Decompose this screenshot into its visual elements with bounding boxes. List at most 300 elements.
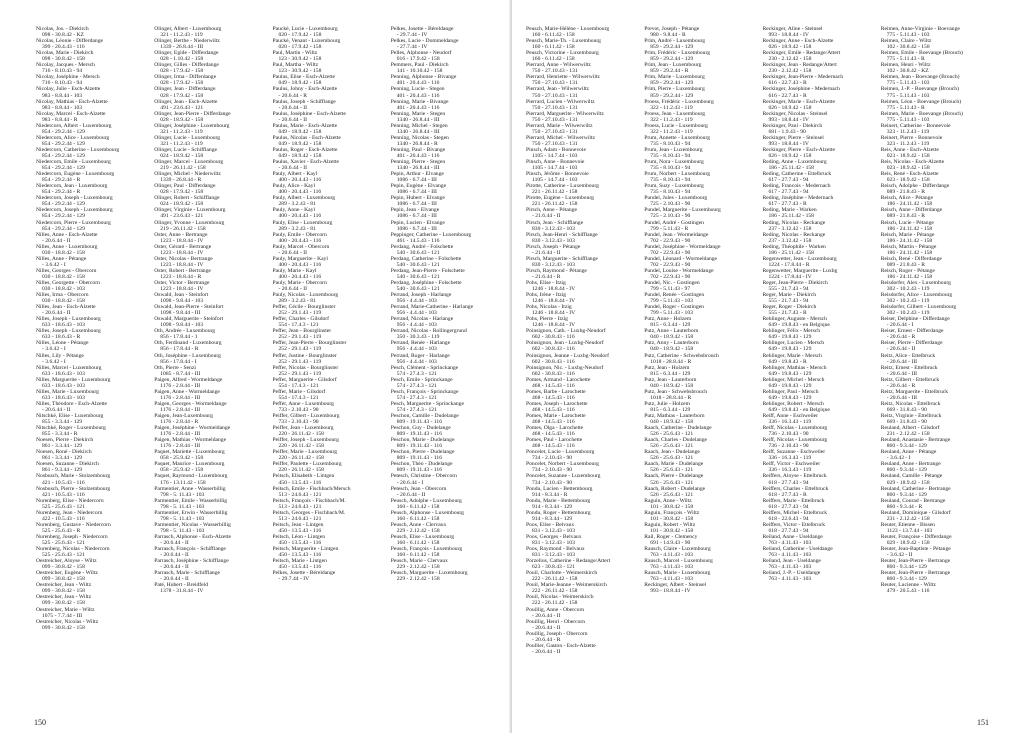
transport-details: 1018 - 28.8.44 - R — [650, 358, 692, 365]
person-name-place: Nitschké, Elise - Luxembourg — [36, 413, 104, 419]
transport-details: 230 - 2.12.42 - 158 — [768, 56, 812, 63]
person-name-place: Paquet, Raymond - Luxembourg — [154, 473, 228, 480]
transport-details: 574 - 27.4.3 - 121 — [396, 370, 437, 377]
person-name-place: Reiser, Delphine - Differdange — [880, 316, 950, 323]
list-item — [644, 558, 750, 570]
person-name-place: Olinger, Michel - Niederwiltz — [154, 171, 221, 178]
person-name-place: Reiffers, Aloyse - Ettelbruck — [762, 473, 827, 480]
person-name-place: Pouillig, Joseph - Obercorn — [526, 630, 588, 637]
person-name-place: Reinert, Pierre - Bonnevoie — [880, 134, 943, 141]
transport-details: - 20.6.44 - R — [886, 382, 916, 389]
list-item — [36, 99, 142, 111]
person-name-place: Reiser, Pierre - Differdange — [880, 340, 943, 347]
list-item — [154, 558, 260, 570]
person-name-place: Reiffers, Victor - Ettelbruck — [762, 521, 826, 528]
transport-details: 026 - 18.9.42 - 158 — [768, 152, 812, 159]
list-item — [36, 328, 142, 340]
list-item — [526, 292, 632, 304]
person-name-place: Reiffers, Charles - Ettelbruck — [762, 485, 829, 492]
person-name-place: Pohs, Elise - Itzig — [526, 279, 566, 286]
transport-details: 750 - 27.10.43 - 131 — [532, 68, 578, 75]
list-item — [154, 244, 260, 256]
list-item — [881, 498, 987, 510]
list-item — [154, 413, 260, 425]
person-name-place: Peusch, Alphonse - Luxembourg — [390, 509, 464, 516]
list-item — [526, 643, 632, 655]
person-name-place: Poncelet, Norbert - Luxembourg — [526, 461, 599, 468]
transport-details: 526 - 25.6.43 - 121 — [650, 443, 694, 450]
list-item — [644, 111, 750, 123]
person-name-place: Reger, Roger - Diekirch — [762, 304, 817, 311]
transport-details: 649 - 19.8.43 - 129 — [768, 370, 812, 377]
list-item — [526, 558, 632, 570]
list-item — [154, 123, 260, 135]
transport-details: 735 - 8.10.43 - 94 — [650, 165, 691, 172]
list-item — [644, 280, 750, 292]
transport-details: 525 - 25.6.43 - 121 — [42, 539, 85, 546]
person-name-place: Peiffer, Joseph - Luxembourg — [272, 437, 339, 444]
list-item — [644, 534, 750, 546]
person-name-place: Oth, Joséphine - Luxembourg — [154, 352, 221, 359]
person-name-place: Pundel, Léonard - Wormeldange — [644, 255, 718, 262]
person-name-place: Olinger, Irma - Differdange — [154, 74, 217, 81]
person-name-place: Peusch, Marguerite - Luxembourg — [390, 570, 468, 577]
person-name-place: Peitsch, Marguerite - Lintgen — [272, 546, 339, 553]
list-item — [881, 401, 987, 413]
transport-details: - 27.7.44 - IV — [396, 44, 428, 51]
person-name-place: Rausch, Marie - Luxembourg — [644, 570, 711, 577]
transport-details: 633 - 18.6.43 - 103 — [42, 322, 85, 329]
person-name-place: Peitsch, Marie - Lintgen — [272, 558, 327, 565]
person-name-place: Paulus, Elise - Esch-Alzette — [272, 74, 335, 81]
person-name-place: Prum, Jean - Luxembourg — [644, 146, 703, 153]
transport-details: 040 - 18.9.42 - 158 — [650, 419, 694, 426]
list-item — [154, 304, 260, 316]
list-item — [763, 62, 869, 74]
person-name-place: Peusch, Anne - Clervaux — [390, 521, 447, 528]
list-item — [526, 304, 632, 316]
transport-details: 1176 - 2.8.44 - III — [160, 382, 201, 389]
person-name-place: Putz, Jean - Lauterborn — [644, 376, 697, 383]
transport-details: 400 - 20.4.43 - 116 — [278, 189, 322, 196]
person-name-place: Proess, Jean - Luxembourg — [644, 110, 706, 117]
person-name-place: Parmentier, Erwin - Wasserbillig — [154, 509, 228, 516]
transport-details: 049 - 18.9.42 - 158 — [278, 152, 322, 159]
person-name-place: Olinger, Yvonne - Luxembourg — [154, 219, 225, 226]
person-name-place: Pauly, Albert - Kayl — [272, 171, 318, 178]
transport-details: 540 - 30.6.43 - 121 — [396, 286, 440, 293]
person-name-place: Pierrard, Michel - Wilwerwiltz — [526, 134, 595, 141]
person-name-place: Oth, Pierre - Senzi — [154, 364, 196, 371]
list-item — [763, 244, 869, 256]
person-name-place: Noesen, Roné - Diekirch — [36, 449, 92, 456]
transport-details: 160 - 6.11.42 - 158 — [396, 552, 440, 559]
person-name-place: Prim, Pierre - Luxembourg — [644, 86, 705, 93]
list-item — [391, 207, 497, 219]
person-name-place: Pepin, Lucien - Elvange — [390, 219, 445, 226]
list-item — [391, 38, 497, 50]
person-name-place: Peusch, Marie-Hélène - Luxembourg — [526, 26, 610, 32]
transport-details: 554 - 17.4.3 - 121 — [278, 394, 319, 401]
list-item — [881, 473, 987, 485]
list-item — [36, 171, 142, 183]
person-name-place: Pesch, Marguerite - Sprinckange — [390, 400, 464, 407]
list-item — [526, 86, 632, 98]
transport-details: 058 - 25.9.42 - 158 — [160, 467, 204, 474]
person-name-place: Olinger, Lucie - Luxembourg — [154, 134, 221, 141]
list-item — [391, 123, 497, 135]
list-item — [763, 183, 869, 195]
person-name-place: Pouil, Nicolas - Weimerskirch — [526, 594, 594, 601]
transport-details: 750 - 27.10.43 - 131 — [532, 104, 578, 111]
list-item — [526, 461, 632, 473]
person-name-place: Pauly, Marguerite - Kayl — [272, 255, 328, 262]
list-item — [154, 522, 260, 534]
person-name-place: Reding, Anne - Luxembourg — [762, 159, 827, 166]
list-item — [36, 461, 142, 473]
transport-details: 526 - 25.6.43 - 121 — [650, 431, 694, 438]
list-item — [36, 401, 142, 413]
list-item — [154, 62, 260, 74]
person-name-place: Pepin, Arthur - Elvange — [390, 171, 444, 178]
list-item — [36, 111, 142, 123]
transport-details: 633 - 18.6.43 - 103 — [42, 370, 85, 377]
list-item — [154, 268, 260, 280]
transport-details: 421 - 10.5.43 - 116 — [42, 491, 85, 498]
transport-details: 914 - 8.3.44 - R — [532, 491, 568, 498]
list-item — [881, 558, 987, 570]
transport-details: 831 - 3.12.43 - 103 — [532, 527, 575, 534]
list-item — [154, 220, 260, 232]
transport-details: 763 - 4.11.43 - 103 — [650, 552, 693, 559]
person-name-place: Rail, Roger - Clemency — [644, 533, 698, 540]
person-name-place: Poos, Elise - Belvaux — [526, 521, 575, 528]
list-item — [391, 546, 497, 558]
person-name-place: Peffer, Marguerite - Gilsdorf — [272, 376, 337, 383]
transport-details: 555 - 21.7.43 - 94 — [768, 286, 809, 293]
list-item — [391, 304, 497, 316]
list-item — [881, 534, 987, 546]
person-name-place: Rehlinger, Lucien - Mersch — [762, 340, 825, 347]
transport-details: 450 - 13.5.43 - 116 — [278, 527, 322, 534]
person-name-place: Reitz, Marguerite - Ettelbruck — [880, 388, 949, 395]
list-item — [526, 50, 632, 62]
list-item — [881, 425, 987, 437]
transport-details: 322 - 11.2.43 - 119 — [650, 104, 693, 111]
person-name-place: Reimen, Claire - Wiltz — [880, 38, 932, 45]
list-item — [154, 256, 260, 268]
person-name-place: Reimen, Léon - Boevange (Brouch) — [880, 98, 962, 105]
transport-details: 1086 - 6.7.44 - III — [396, 201, 437, 208]
person-name-place: Pelles, Alphonse - Neudorf — [390, 50, 452, 57]
transport-details: 186 - 24.11.42 - 158 — [886, 201, 933, 208]
list-item — [763, 147, 869, 159]
person-name-place: Poos, Georges - Belvaux — [526, 533, 582, 540]
list-item — [273, 461, 379, 473]
list-item — [273, 510, 379, 522]
transport-details: 1098 - 9.8.44 - 103 — [160, 322, 204, 329]
list-item — [36, 619, 142, 631]
transport-details: 1098 - 9.8.44 - III — [160, 310, 201, 317]
person-name-place: Peffer, Nicolas - Bourglinster — [272, 364, 339, 371]
list-item — [273, 195, 379, 207]
list-item — [644, 365, 750, 377]
list-item — [881, 74, 987, 86]
person-name-place: Niedercorn, Emile - Luxembourg — [36, 159, 111, 166]
transport-details: 861 - 9.3.44 - 129 — [42, 467, 83, 474]
list-item — [644, 498, 750, 510]
person-name-place: Oster, Gérard - Bertrange — [154, 243, 212, 250]
list-item — [273, 473, 379, 485]
list-item — [273, 220, 379, 232]
list-item — [644, 171, 750, 183]
person-name-place: Pirsch, Joseph - Pétange — [526, 243, 581, 250]
list-item — [763, 570, 869, 582]
list-item — [273, 340, 379, 352]
list-item — [154, 546, 260, 558]
transport-details: 252 - 29.1.43 - 119 — [278, 334, 322, 341]
person-name-place: Poncelet, Lucie - Luxembourg — [526, 449, 595, 456]
transport-details: 956 - 4.4.44 - 103 — [396, 346, 437, 353]
transport-details: - 3.6.42 - II — [886, 552, 913, 559]
transport-details: 030 - 18.8.42 - 158 — [42, 273, 85, 280]
person-name-place: Reis, Nicolas - Esch-Alzette — [880, 159, 945, 166]
transport-details: 401 - 20.4.43 - 116 — [396, 152, 440, 159]
transport-details: 649 - 19.8.43 - 129 — [768, 394, 812, 401]
transport-details: 1123 - 13.7.44 - 103 — [886, 527, 933, 534]
transport-details: 669 - 31.8.43 - 90 — [886, 419, 927, 426]
transport-details: 525 - 25.6.43 - R — [42, 527, 81, 534]
list-item — [881, 99, 987, 111]
person-name-place: Reitz, Virginie - Ettelbruck — [880, 413, 942, 419]
person-name-place: Perdang, Catherine - Folschette — [390, 255, 462, 262]
list-item — [644, 123, 750, 135]
transport-details: 302 - 10.2.43 - 119 — [886, 298, 930, 305]
list-item — [644, 159, 750, 171]
transport-details: 101 - 30.8.42 - 158 — [650, 527, 694, 534]
person-name-place: Nicolay, Joséphine - Mersch — [36, 74, 100, 81]
person-name-place: Paigen, Jean-Luxembourg — [154, 413, 213, 419]
list-item — [763, 425, 869, 437]
list-item — [391, 401, 497, 413]
person-name-place: Reuland, Camille - Pétange — [880, 473, 943, 480]
list-item — [154, 50, 260, 62]
transport-details: - 20.6.44 - II — [278, 165, 307, 172]
list-item — [154, 389, 260, 401]
person-name-place: Peiffer, Marie - Luxembourg — [272, 449, 337, 456]
list-item — [526, 425, 632, 437]
list-item — [391, 558, 497, 570]
person-name-place: Nicolay, Mathias - Esch-Alzette — [36, 98, 108, 105]
list-item — [36, 498, 142, 510]
transport-details: 649 - 19.8.43 - 129 — [768, 382, 812, 389]
transport-details: 098 - 30.8.42 - KZ — [42, 32, 84, 39]
list-item — [273, 111, 379, 123]
list-item — [881, 486, 987, 498]
list-item — [273, 86, 379, 98]
list-item — [36, 183, 142, 195]
list-item — [391, 99, 497, 111]
list-item — [644, 425, 750, 437]
person-name-place: Peppinger, Catherine - Luxembourg — [390, 231, 472, 238]
list-item — [526, 619, 632, 631]
transport-details: 029 - 18.9.42 - 158 — [886, 539, 930, 546]
transport-details: 993 - 18.8.44 - IV — [768, 32, 809, 39]
person-name-place: Nurenberg, Nicolas - Niedercorn — [36, 546, 110, 553]
person-name-place: Rehlinger, Félix - Mersch — [762, 328, 821, 335]
transport-details: 736 - 2.10.43 - 90 — [768, 431, 809, 438]
person-name-place: Raach, Charles - Dudelange — [644, 437, 707, 444]
list-item — [36, 135, 142, 147]
person-name-place: Pierrard, Marie - Wilwerwiltz — [526, 122, 593, 129]
transport-details: 479 - 20.5.43 - 116 — [886, 588, 930, 595]
list-item — [36, 570, 142, 582]
list-item — [154, 292, 260, 304]
person-name-place: Pomes, Marie - Larochette — [526, 413, 586, 419]
list-item — [763, 99, 869, 111]
list-item — [36, 522, 142, 534]
person-name-place: Pundel, Joséphine - Wormeldange — [644, 243, 721, 250]
transport-details: 525 - 25.6.43 - 121 — [42, 503, 85, 510]
list-item — [763, 498, 869, 510]
person-name-place: Reding, Francois - Medernach — [762, 183, 831, 190]
columns — [526, 26, 987, 716]
person-name-place: Oster, Victor - Bertrange — [154, 279, 210, 286]
person-name-place: Nicolas, Léonie - Differdange — [36, 38, 103, 45]
list-item — [154, 340, 260, 352]
person-name-place: Olinger, Albert - Luxembourg — [154, 26, 222, 32]
person-name-place: Peiffer, Jean - Luxembourg — [272, 425, 334, 432]
person-name-place: Prum, Suzy - Luxembourg — [644, 183, 704, 190]
person-name-place: Pierrard, Anne - Wilwerwiltz — [526, 62, 591, 69]
list-item — [154, 401, 260, 413]
transport-details: 775 - 5.11.43 - 103 — [886, 116, 930, 123]
person-name-place: Oestreicher, Jean - Wiltz — [36, 582, 92, 589]
person-name-place: Perrand, Nicolas - Harlange — [390, 316, 454, 323]
transport-details: 798 - 5. 11.43 - 103 — [160, 527, 205, 534]
transport-details: 993 - 18.8.44 - IV — [650, 588, 691, 595]
transport-details: 302 - 10.2.43 - 119 — [886, 286, 930, 293]
list-item — [881, 389, 987, 401]
transport-details: 026 - 18.9.42 - 158 — [768, 104, 812, 111]
transport-details: 733 - 2.10.43 - 90 — [278, 419, 319, 426]
transport-details: 763 - 4.11.43 - 103 — [768, 576, 812, 583]
list-item — [391, 461, 497, 473]
person-name-place: Peschon, Pierre - Dudelange — [390, 449, 455, 456]
list-item — [154, 26, 260, 38]
person-name-place: Perrand, Marie-Catherine - Harlange — [390, 304, 474, 311]
person-name-place: Perrand, Joseph - Harlange — [390, 292, 452, 299]
transport-details: 1018 - 28.8.44 - R — [650, 394, 692, 401]
transport-details: 123 - 30.9.42 - 158 — [278, 56, 322, 63]
transport-details: 468 - 14.5.43 - 116 — [532, 382, 575, 389]
person-name-place: Raach, Catherine - Dudelange — [644, 425, 712, 432]
person-name-place: Putz, Mathias - Lauterborn — [644, 413, 705, 419]
list-item — [644, 304, 750, 316]
list-item — [644, 268, 750, 280]
transport-details: 323 - 11.2.43 - 119 — [886, 128, 930, 135]
person-name-place: Paigen, Georges - Wormeldange — [154, 400, 227, 407]
list-item — [644, 232, 750, 244]
transport-details: 554 - 17.4.3 - 121 — [278, 382, 319, 389]
list-item — [644, 389, 750, 401]
transport-details: - 21.6.44 - II — [532, 249, 561, 256]
person-name-place: Poncelet, Suzanne - Luxembourg — [526, 473, 601, 480]
list-item — [154, 111, 260, 123]
transport-details: - 20.6.44 - II — [42, 237, 71, 244]
transport-details: 102 - 30.8.42 - 158 — [886, 44, 930, 51]
person-name-place: Reiff, Anne - Eschweiler — [762, 413, 819, 419]
person-name-place: Reckinger, Pierre - Esch-Alzette — [762, 146, 835, 153]
transport-details: 809 - 19.11.43 - 116 — [396, 431, 443, 438]
transport-details: 1339 - 26.8.44 - III — [160, 44, 204, 51]
transport-details: 237 - 3.12.42 - 158 — [768, 237, 812, 244]
person-name-place: Nilles, Anne - Pétange — [36, 255, 87, 262]
list-item — [881, 111, 987, 123]
transport-details: 763 - 4.11.43 - 103 — [768, 539, 812, 546]
list-item — [644, 135, 750, 147]
transport-details: 854 - 29.2.44 - R — [42, 177, 81, 184]
person-name-place: Pirsch, Jean - Schifflange — [526, 219, 584, 226]
transport-details: 702 - 22.9.43 - 90 — [650, 261, 691, 268]
transport-details: - 20.6.44 - II — [532, 624, 561, 631]
transport-details: 1246 - 18.8.44 - IV — [532, 286, 576, 293]
list-item — [154, 147, 260, 159]
list-item — [154, 232, 260, 244]
transport-details: 799 - 5.11.43 - R — [650, 225, 689, 232]
transport-details: 860 - 9.3.44 - R — [886, 503, 923, 510]
list-item — [273, 26, 379, 38]
transport-details: - 29.7.44 - IV — [278, 576, 310, 583]
transport-details: - 20.6.44 - III — [886, 394, 918, 401]
list-item — [763, 292, 869, 304]
transport-details: 681 - 1.9.43 - 90 — [768, 128, 806, 135]
list-item — [154, 74, 260, 86]
person-name-place: Petesch, Jean - Obercorn — [390, 485, 447, 492]
person-name-place: Paulus, Marie - Esch-Alzette — [272, 122, 338, 129]
list-item — [391, 62, 497, 74]
transport-details: 450 - 13.5.43 - 116 — [278, 564, 322, 571]
transport-details: 020 - 17.9.42 - 158 — [278, 32, 322, 39]
person-name-place: Noesen, Suzanne - Diekirch — [36, 461, 99, 468]
list-item — [526, 195, 632, 207]
transport-details: 089 - 21.8.43 - R — [886, 261, 925, 268]
person-name-place: Pepin, Hubert - Elvange — [390, 195, 445, 202]
transport-details: 252 - 29.1.43 - 119 — [278, 358, 322, 365]
transport-details: 980 - 9.8.44 - R — [650, 32, 686, 39]
transport-details: - 3.6.42 - I — [42, 358, 66, 365]
person-name-place: Peusch, Marie-Th. - Luxembourg — [526, 38, 601, 45]
list-item — [763, 546, 869, 558]
transport-details: 956 - 4.4.44 - 103 — [396, 298, 437, 305]
transport-details: 702 - 22.9.43 - 90 — [650, 237, 691, 244]
person-name-place: Olinger, Jean-Pierre - Differdange — [154, 110, 231, 117]
list-item — [881, 135, 987, 147]
transport-details: 219 - 26.11.42 - 158 — [160, 165, 206, 172]
person-name-place: Paulus, Joseph - Schifflange — [272, 98, 336, 105]
transport-details: 831 - 3.12.43 - 103 — [532, 539, 575, 546]
person-name-place: Peffer, Cécile - Bourglinster — [272, 304, 336, 311]
transport-details: 602 - 30.8.43 - 116 — [532, 370, 575, 377]
list-item — [763, 50, 869, 62]
list-item — [391, 340, 497, 352]
transport-details: 859 - 29.2.44 - R — [650, 68, 689, 75]
list-item — [763, 280, 869, 292]
person-name-place: Reisch, Roger - Pétange — [880, 267, 935, 274]
person-name-place: Niedercorn, Albert - Luxembourg — [36, 122, 112, 129]
person-name-place: Penning, Nicolas - Stegen — [390, 134, 449, 141]
transport-details: 860 - 9.3.44 - 129 — [886, 564, 927, 571]
